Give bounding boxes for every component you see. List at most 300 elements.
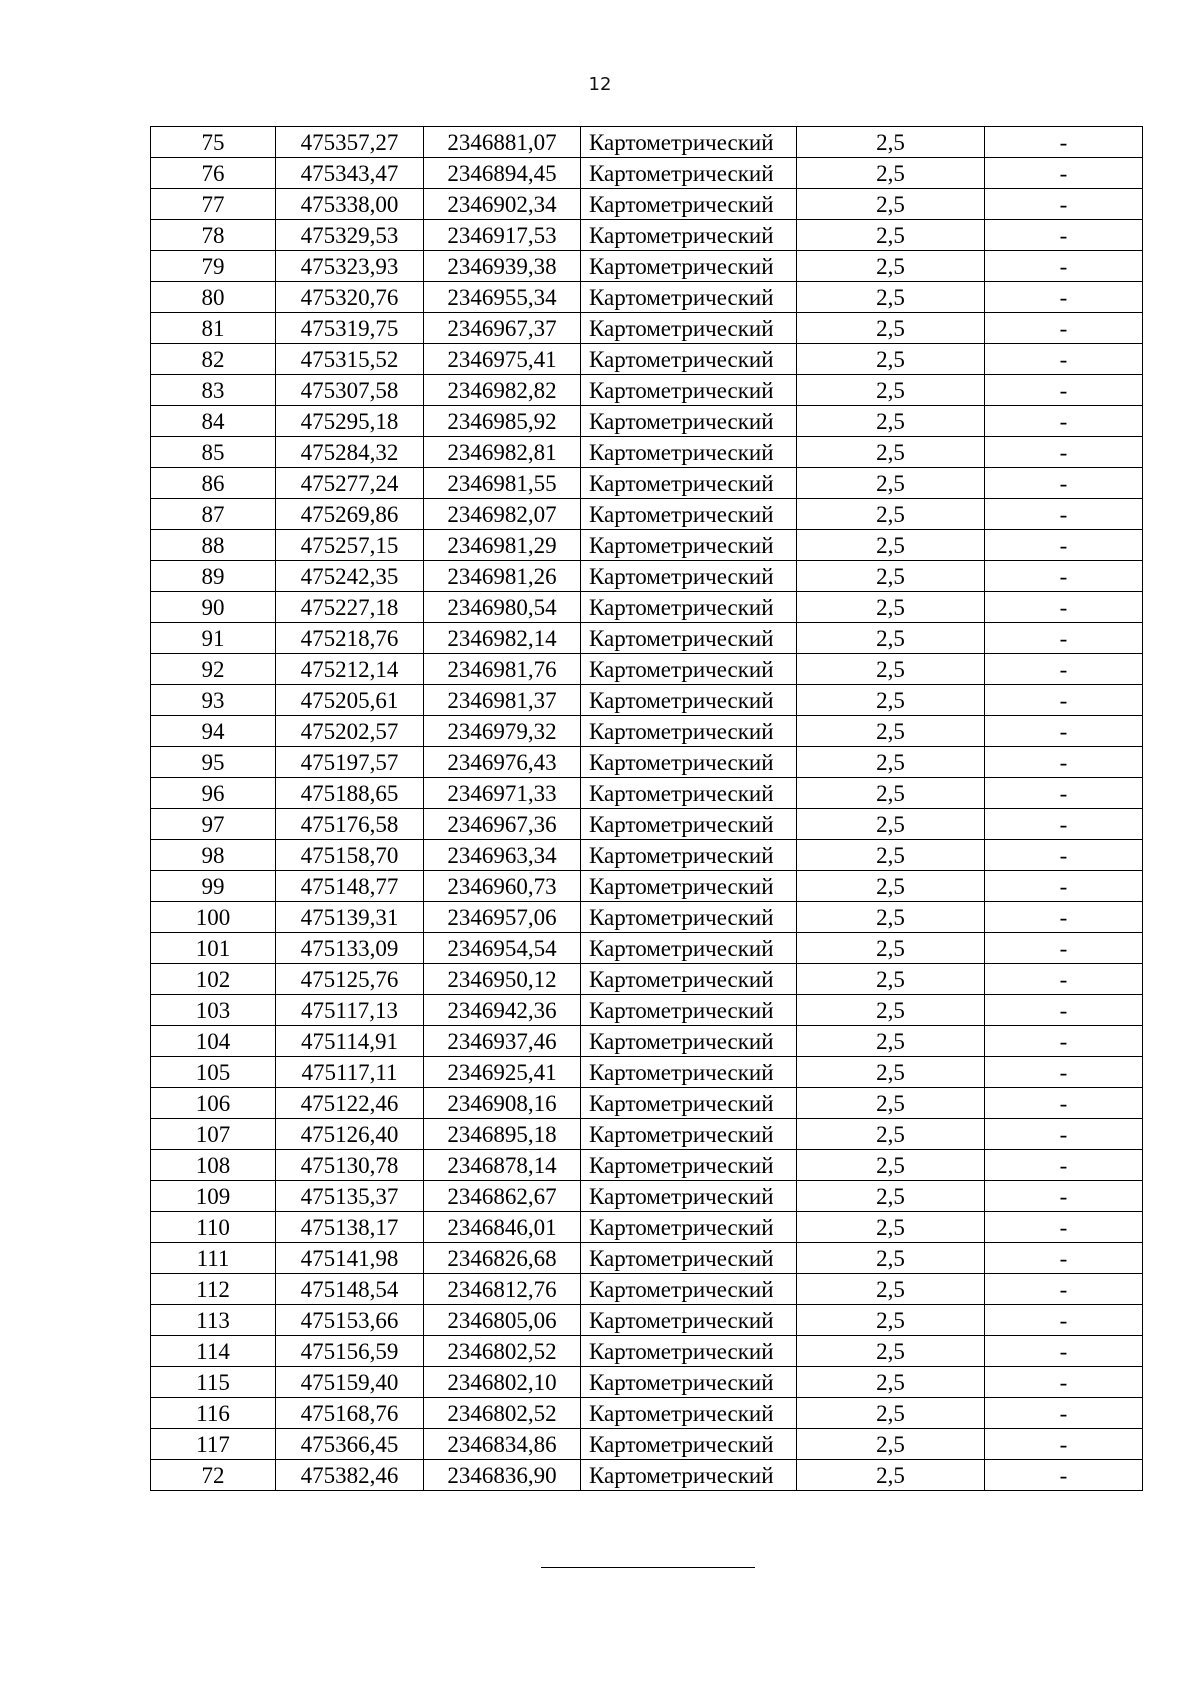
accuracy-cell: 2,5 [797, 499, 985, 530]
point-number-cell: 87 [151, 499, 276, 530]
method-cell: Картометрический [581, 716, 797, 747]
method-cell: Картометрический [581, 1460, 797, 1491]
y-coordinate-cell: 2346942,36 [424, 995, 581, 1026]
accuracy-cell: 2,5 [797, 1088, 985, 1119]
accuracy-cell: 2,5 [797, 1305, 985, 1336]
table-row [151, 1088, 1143, 1119]
table-row [151, 344, 1143, 375]
y-coordinate-cell: 2346982,14 [424, 623, 581, 654]
method-cell: Картометрический [581, 1305, 797, 1336]
table-row [151, 499, 1143, 530]
note-cell: - [985, 499, 1143, 530]
x-coordinate-cell: 475284,32 [276, 437, 424, 468]
method-cell: Картометрический [581, 1429, 797, 1460]
method-cell: Картометрический [581, 313, 797, 344]
method-cell: Картометрический [581, 1026, 797, 1057]
y-coordinate-cell: 2346836,90 [424, 1460, 581, 1491]
y-coordinate-cell: 2346937,46 [424, 1026, 581, 1057]
x-coordinate-cell: 475197,57 [276, 747, 424, 778]
y-coordinate-cell: 2346955,34 [424, 282, 581, 313]
table-row [151, 592, 1143, 623]
y-coordinate-cell: 2346985,92 [424, 406, 581, 437]
point-number-cell: 79 [151, 251, 276, 282]
x-coordinate-cell: 475156,59 [276, 1336, 424, 1367]
note-cell: - [985, 964, 1143, 995]
note-cell: - [985, 1181, 1143, 1212]
point-number-cell: 104 [151, 1026, 276, 1057]
point-number-cell: 106 [151, 1088, 276, 1119]
method-cell: Картометрический [581, 654, 797, 685]
table-row [151, 716, 1143, 747]
accuracy-cell: 2,5 [797, 251, 985, 282]
accuracy-cell: 2,5 [797, 1119, 985, 1150]
note-cell: - [985, 654, 1143, 685]
accuracy-cell: 2,5 [797, 933, 985, 964]
y-coordinate-cell: 2346963,34 [424, 840, 581, 871]
x-coordinate-cell: 475242,35 [276, 561, 424, 592]
table-row [151, 282, 1143, 313]
y-coordinate-cell: 2346834,86 [424, 1429, 581, 1460]
note-cell: - [985, 1398, 1143, 1429]
y-coordinate-cell: 2346878,14 [424, 1150, 581, 1181]
accuracy-cell: 2,5 [797, 592, 985, 623]
x-coordinate-cell: 475168,76 [276, 1398, 424, 1429]
point-number-cell: 89 [151, 561, 276, 592]
accuracy-cell: 2,5 [797, 1026, 985, 1057]
note-cell: - [985, 251, 1143, 282]
method-cell: Картометрический [581, 1274, 797, 1305]
point-number-cell: 99 [151, 871, 276, 902]
point-number-cell: 97 [151, 809, 276, 840]
accuracy-cell: 2,5 [797, 871, 985, 902]
x-coordinate-cell: 475205,61 [276, 685, 424, 716]
y-coordinate-cell: 2346960,73 [424, 871, 581, 902]
accuracy-cell: 2,5 [797, 778, 985, 809]
note-cell: - [985, 1367, 1143, 1398]
method-cell: Картометрический [581, 1367, 797, 1398]
x-coordinate-cell: 475357,27 [276, 127, 424, 158]
table-row [151, 251, 1143, 282]
point-number-cell: 115 [151, 1367, 276, 1398]
table-row [151, 809, 1143, 840]
x-coordinate-cell: 475212,14 [276, 654, 424, 685]
method-cell: Картометрический [581, 189, 797, 220]
accuracy-cell: 2,5 [797, 1057, 985, 1088]
method-cell: Картометрический [581, 127, 797, 158]
note-cell: - [985, 1305, 1143, 1336]
end-of-document-line [541, 1567, 755, 1568]
point-number-cell: 76 [151, 158, 276, 189]
note-cell: - [985, 406, 1143, 437]
point-number-cell: 84 [151, 406, 276, 437]
y-coordinate-cell: 2346826,68 [424, 1243, 581, 1274]
method-cell: Картометрический [581, 1212, 797, 1243]
x-coordinate-cell: 475343,47 [276, 158, 424, 189]
accuracy-cell: 2,5 [797, 623, 985, 654]
accuracy-cell: 2,5 [797, 995, 985, 1026]
method-cell: Картометрический [581, 1119, 797, 1150]
coordinates-table-body [151, 127, 1143, 1491]
x-coordinate-cell: 475218,76 [276, 623, 424, 654]
coordinates-table [150, 126, 1143, 1491]
point-number-cell: 107 [151, 1119, 276, 1150]
x-coordinate-cell: 475320,76 [276, 282, 424, 313]
method-cell: Картометрический [581, 561, 797, 592]
note-cell: - [985, 1429, 1143, 1460]
y-coordinate-cell: 2346812,76 [424, 1274, 581, 1305]
method-cell: Картометрический [581, 623, 797, 654]
method-cell: Картометрический [581, 375, 797, 406]
point-number-cell: 93 [151, 685, 276, 716]
accuracy-cell: 2,5 [797, 1367, 985, 1398]
accuracy-cell: 2,5 [797, 158, 985, 189]
method-cell: Картометрический [581, 778, 797, 809]
y-coordinate-cell: 2346881,07 [424, 127, 581, 158]
note-cell: - [985, 1150, 1143, 1181]
table-row [151, 1057, 1143, 1088]
method-cell: Картометрический [581, 530, 797, 561]
x-coordinate-cell: 475277,24 [276, 468, 424, 499]
note-cell: - [985, 1119, 1143, 1150]
y-coordinate-cell: 2346802,52 [424, 1336, 581, 1367]
y-coordinate-cell: 2346980,54 [424, 592, 581, 623]
accuracy-cell: 2,5 [797, 375, 985, 406]
x-coordinate-cell: 475159,40 [276, 1367, 424, 1398]
table-row [151, 747, 1143, 778]
point-number-cell: 81 [151, 313, 276, 344]
accuracy-cell: 2,5 [797, 189, 985, 220]
accuracy-cell: 2,5 [797, 964, 985, 995]
table-row [151, 220, 1143, 251]
point-number-cell: 95 [151, 747, 276, 778]
point-number-cell: 75 [151, 127, 276, 158]
accuracy-cell: 2,5 [797, 1460, 985, 1491]
x-coordinate-cell: 475158,70 [276, 840, 424, 871]
method-cell: Картометрический [581, 1398, 797, 1429]
table-row [151, 375, 1143, 406]
y-coordinate-cell: 2346981,26 [424, 561, 581, 592]
table-row [151, 1398, 1143, 1429]
note-cell: - [985, 1460, 1143, 1491]
note-cell: - [985, 220, 1143, 251]
table-row [151, 623, 1143, 654]
accuracy-cell: 2,5 [797, 220, 985, 251]
method-cell: Картометрический [581, 158, 797, 189]
note-cell: - [985, 685, 1143, 716]
note-cell: - [985, 902, 1143, 933]
note-cell: - [985, 1088, 1143, 1119]
note-cell: - [985, 840, 1143, 871]
note-cell: - [985, 1057, 1143, 1088]
note-cell: - [985, 747, 1143, 778]
x-coordinate-cell: 475148,77 [276, 871, 424, 902]
note-cell: - [985, 189, 1143, 220]
table-row [151, 902, 1143, 933]
note-cell: - [985, 933, 1143, 964]
method-cell: Картометрический [581, 251, 797, 282]
y-coordinate-cell: 2346981,76 [424, 654, 581, 685]
y-coordinate-cell: 2346925,41 [424, 1057, 581, 1088]
point-number-cell: 113 [151, 1305, 276, 1336]
y-coordinate-cell: 2346981,55 [424, 468, 581, 499]
x-coordinate-cell: 475117,11 [276, 1057, 424, 1088]
point-number-cell: 114 [151, 1336, 276, 1367]
accuracy-cell: 2,5 [797, 313, 985, 344]
point-number-cell: 109 [151, 1181, 276, 1212]
x-coordinate-cell: 475138,17 [276, 1212, 424, 1243]
table-row [151, 1274, 1143, 1305]
x-coordinate-cell: 475139,31 [276, 902, 424, 933]
table-row [151, 871, 1143, 902]
point-number-cell: 105 [151, 1057, 276, 1088]
x-coordinate-cell: 475153,66 [276, 1305, 424, 1336]
table-row [151, 561, 1143, 592]
table-row [151, 685, 1143, 716]
point-number-cell: 116 [151, 1398, 276, 1429]
point-number-cell: 92 [151, 654, 276, 685]
method-cell: Картометрический [581, 933, 797, 964]
method-cell: Картометрический [581, 871, 797, 902]
note-cell: - [985, 1336, 1143, 1367]
note-cell: - [985, 282, 1143, 313]
y-coordinate-cell: 2346846,01 [424, 1212, 581, 1243]
table-row [151, 1212, 1143, 1243]
note-cell: - [985, 623, 1143, 654]
y-coordinate-cell: 2346975,41 [424, 344, 581, 375]
x-coordinate-cell: 475338,00 [276, 189, 424, 220]
method-cell: Картометрический [581, 282, 797, 313]
method-cell: Картометрический [581, 1150, 797, 1181]
note-cell: - [985, 1274, 1143, 1305]
point-number-cell: 82 [151, 344, 276, 375]
y-coordinate-cell: 2346894,45 [424, 158, 581, 189]
y-coordinate-cell: 2346917,53 [424, 220, 581, 251]
y-coordinate-cell: 2346982,07 [424, 499, 581, 530]
y-coordinate-cell: 2346981,29 [424, 530, 581, 561]
note-cell: - [985, 344, 1143, 375]
x-coordinate-cell: 475133,09 [276, 933, 424, 964]
y-coordinate-cell: 2346908,16 [424, 1088, 581, 1119]
table-row [151, 313, 1143, 344]
y-coordinate-cell: 2346982,81 [424, 437, 581, 468]
accuracy-cell: 2,5 [797, 902, 985, 933]
x-coordinate-cell: 475122,46 [276, 1088, 424, 1119]
x-coordinate-cell: 475366,45 [276, 1429, 424, 1460]
point-number-cell: 100 [151, 902, 276, 933]
note-cell: - [985, 158, 1143, 189]
table-row [151, 933, 1143, 964]
method-cell: Картометрический [581, 840, 797, 871]
accuracy-cell: 2,5 [797, 1150, 985, 1181]
accuracy-cell: 2,5 [797, 1429, 985, 1460]
y-coordinate-cell: 2346981,37 [424, 685, 581, 716]
point-number-cell: 103 [151, 995, 276, 1026]
method-cell: Картометрический [581, 468, 797, 499]
table-row [151, 964, 1143, 995]
accuracy-cell: 2,5 [797, 685, 985, 716]
accuracy-cell: 2,5 [797, 468, 985, 499]
accuracy-cell: 2,5 [797, 282, 985, 313]
method-cell: Картометрический [581, 902, 797, 933]
table-row [151, 1336, 1143, 1367]
y-coordinate-cell: 2346939,38 [424, 251, 581, 282]
table-row [151, 995, 1143, 1026]
x-coordinate-cell: 475114,91 [276, 1026, 424, 1057]
accuracy-cell: 2,5 [797, 1181, 985, 1212]
method-cell: Картометрический [581, 1088, 797, 1119]
page-number: 12 [588, 74, 612, 95]
table-row [151, 778, 1143, 809]
x-coordinate-cell: 475269,86 [276, 499, 424, 530]
x-coordinate-cell: 475382,46 [276, 1460, 424, 1491]
y-coordinate-cell: 2346982,82 [424, 375, 581, 406]
method-cell: Картометрический [581, 747, 797, 778]
y-coordinate-cell: 2346979,32 [424, 716, 581, 747]
x-coordinate-cell: 475130,78 [276, 1150, 424, 1181]
note-cell: - [985, 995, 1143, 1026]
point-number-cell: 101 [151, 933, 276, 964]
note-cell: - [985, 313, 1143, 344]
method-cell: Картометрический [581, 1243, 797, 1274]
point-number-cell: 110 [151, 1212, 276, 1243]
table-row [151, 189, 1143, 220]
point-number-cell: 91 [151, 623, 276, 654]
x-coordinate-cell: 475315,52 [276, 344, 424, 375]
x-coordinate-cell: 475295,18 [276, 406, 424, 437]
table-row [151, 1460, 1143, 1491]
point-number-cell: 112 [151, 1274, 276, 1305]
note-cell: - [985, 530, 1143, 561]
method-cell: Картометрический [581, 964, 797, 995]
note-cell: - [985, 592, 1143, 623]
accuracy-cell: 2,5 [797, 561, 985, 592]
x-coordinate-cell: 475188,65 [276, 778, 424, 809]
point-number-cell: 77 [151, 189, 276, 220]
x-coordinate-cell: 475148,54 [276, 1274, 424, 1305]
table-row [151, 1026, 1143, 1057]
y-coordinate-cell: 2346967,36 [424, 809, 581, 840]
table-row [151, 406, 1143, 437]
method-cell: Картометрический [581, 406, 797, 437]
accuracy-cell: 2,5 [797, 809, 985, 840]
x-coordinate-cell: 475125,76 [276, 964, 424, 995]
point-number-cell: 88 [151, 530, 276, 561]
table-row [151, 1305, 1143, 1336]
note-cell: - [985, 127, 1143, 158]
accuracy-cell: 2,5 [797, 840, 985, 871]
x-coordinate-cell: 475126,40 [276, 1119, 424, 1150]
point-number-cell: 90 [151, 592, 276, 623]
table-row [151, 1150, 1143, 1181]
x-coordinate-cell: 475141,98 [276, 1243, 424, 1274]
x-coordinate-cell: 475227,18 [276, 592, 424, 623]
point-number-cell: 96 [151, 778, 276, 809]
method-cell: Картометрический [581, 995, 797, 1026]
note-cell: - [985, 1212, 1143, 1243]
table-row [151, 530, 1143, 561]
note-cell: - [985, 468, 1143, 499]
x-coordinate-cell: 475135,37 [276, 1181, 424, 1212]
method-cell: Картометрический [581, 1336, 797, 1367]
x-coordinate-cell: 475307,58 [276, 375, 424, 406]
note-cell: - [985, 809, 1143, 840]
table-row [151, 437, 1143, 468]
accuracy-cell: 2,5 [797, 530, 985, 561]
accuracy-cell: 2,5 [797, 1336, 985, 1367]
table-row [151, 1119, 1143, 1150]
table-row [151, 1181, 1143, 1212]
note-cell: - [985, 716, 1143, 747]
accuracy-cell: 2,5 [797, 747, 985, 778]
table-row [151, 468, 1143, 499]
y-coordinate-cell: 2346802,52 [424, 1398, 581, 1429]
point-number-cell: 102 [151, 964, 276, 995]
y-coordinate-cell: 2346976,43 [424, 747, 581, 778]
accuracy-cell: 2,5 [797, 1243, 985, 1274]
method-cell: Картометрический [581, 809, 797, 840]
method-cell: Картометрический [581, 1181, 797, 1212]
method-cell: Картометрический [581, 499, 797, 530]
y-coordinate-cell: 2346967,37 [424, 313, 581, 344]
y-coordinate-cell: 2346862,67 [424, 1181, 581, 1212]
note-cell: - [985, 778, 1143, 809]
note-cell: - [985, 1243, 1143, 1274]
accuracy-cell: 2,5 [797, 1398, 985, 1429]
table-row [151, 654, 1143, 685]
point-number-cell: 83 [151, 375, 276, 406]
y-coordinate-cell: 2346802,10 [424, 1367, 581, 1398]
table-row [151, 1243, 1143, 1274]
note-cell: - [985, 1026, 1143, 1057]
accuracy-cell: 2,5 [797, 716, 985, 747]
note-cell: - [985, 375, 1143, 406]
x-coordinate-cell: 475117,13 [276, 995, 424, 1026]
method-cell: Картометрический [581, 220, 797, 251]
accuracy-cell: 2,5 [797, 437, 985, 468]
x-coordinate-cell: 475323,93 [276, 251, 424, 282]
method-cell: Картометрический [581, 685, 797, 716]
x-coordinate-cell: 475329,53 [276, 220, 424, 251]
point-number-cell: 111 [151, 1243, 276, 1274]
y-coordinate-cell: 2346971,33 [424, 778, 581, 809]
y-coordinate-cell: 2346954,54 [424, 933, 581, 964]
accuracy-cell: 2,5 [797, 1212, 985, 1243]
table-row [151, 127, 1143, 158]
accuracy-cell: 2,5 [797, 1274, 985, 1305]
method-cell: Картометрический [581, 592, 797, 623]
y-coordinate-cell: 2346895,18 [424, 1119, 581, 1150]
method-cell: Картометрический [581, 437, 797, 468]
note-cell: - [985, 561, 1143, 592]
table-row [151, 1429, 1143, 1460]
x-coordinate-cell: 475176,58 [276, 809, 424, 840]
y-coordinate-cell: 2346902,34 [424, 189, 581, 220]
table-row [151, 158, 1143, 189]
point-number-cell: 80 [151, 282, 276, 313]
accuracy-cell: 2,5 [797, 654, 985, 685]
point-number-cell: 108 [151, 1150, 276, 1181]
point-number-cell: 86 [151, 468, 276, 499]
point-number-cell: 78 [151, 220, 276, 251]
accuracy-cell: 2,5 [797, 344, 985, 375]
x-coordinate-cell: 475202,57 [276, 716, 424, 747]
table-row [151, 1367, 1143, 1398]
point-number-cell: 94 [151, 716, 276, 747]
y-coordinate-cell: 2346957,06 [424, 902, 581, 933]
x-coordinate-cell: 475319,75 [276, 313, 424, 344]
note-cell: - [985, 871, 1143, 902]
point-number-cell: 85 [151, 437, 276, 468]
